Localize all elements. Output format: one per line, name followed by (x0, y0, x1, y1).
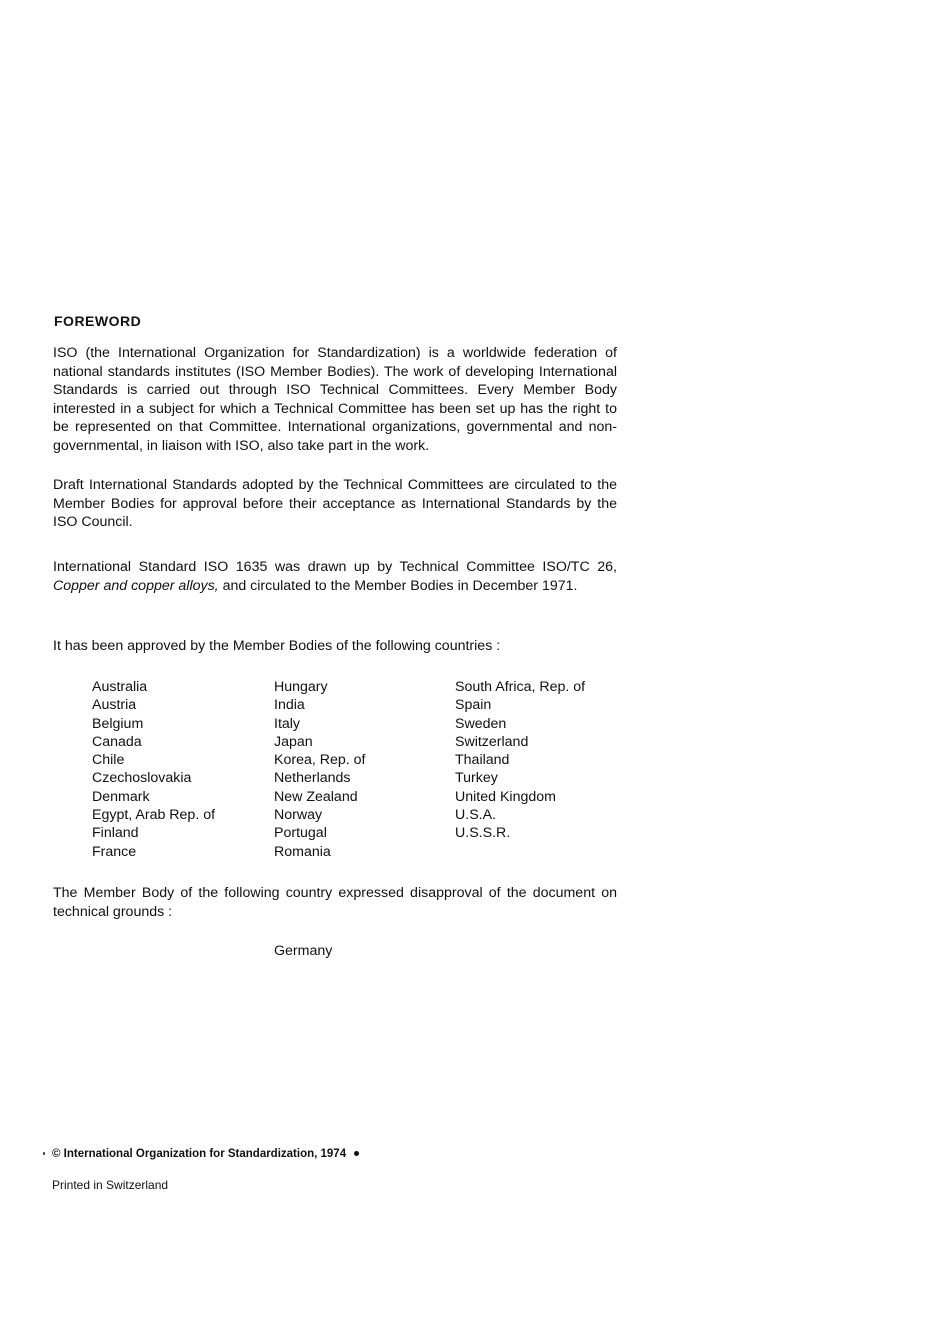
country-item: India (274, 697, 305, 714)
paragraph-3-text-end: and circulated to the Member Bodies in December 1971. (218, 577, 578, 594)
country-list-column-1 (92, 678, 215, 861)
foreword-paragraph-3 (53, 558, 617, 595)
country-item: Finland (92, 825, 139, 842)
copyright-line (52, 1148, 359, 1160)
approval-intro: It has been approved by the Member Bodies of the following countries : (53, 638, 501, 654)
country-item: Italy (274, 715, 301, 732)
foreword-heading: FOREWORD (54, 313, 142, 329)
printed-in-note: Printed in Switzerland (52, 1178, 169, 1192)
country-item: Chile (92, 752, 125, 769)
country-item: Turkey (455, 770, 498, 787)
foreword-paragraph-1: ISO (the International Organization for Standardization) is a worldwide federation of national standards institutes (ISO Member Bodies). The work of developing International Standards is carried out through ISO Technical Committees. Every Member Body interested in a subject for which a Technical Committee has been set up has the right to be represented on that Committee. International organizations, governmental and non-governmental, in liaison with ISO, also take part in the work. (53, 345, 617, 454)
country-list-column-3 (455, 678, 585, 843)
margin-mark (43, 1152, 45, 1155)
copyright-text: © International Organization for Standardization, 1974 (52, 1148, 347, 1160)
country-item: Portugal (274, 825, 327, 842)
country-item: Japan (274, 733, 313, 750)
country-item: Romania (274, 843, 331, 860)
country-item: Spain (455, 697, 492, 714)
country-item: Switzerland (455, 733, 529, 750)
country-item: Denmark (92, 788, 150, 805)
country-item: Czechoslovakia (92, 770, 192, 787)
country-item: U.S.S.R. (455, 825, 511, 842)
country-list-column-2 (274, 678, 366, 861)
country-item: Hungary (274, 679, 328, 695)
country-item: Egypt, Arab Rep. of (92, 807, 216, 824)
bullet-dot-icon (354, 1151, 359, 1156)
country-item: Netherlands (274, 770, 351, 787)
country-item: South Africa, Rep. of (455, 679, 586, 695)
country-item: Norway (274, 807, 323, 824)
country-item: New Zealand (274, 788, 358, 805)
country-item: Australia (92, 679, 148, 695)
foreword-paragraph-2: Draft International Standards adopted by the Technical Committees are circulated to the Member Bodies for approval before their acceptance as International Standards by the ISO Council. (53, 477, 617, 530)
disapproving-country: Germany (274, 943, 333, 959)
country-item: United Kingdom (455, 788, 556, 805)
country-item: Belgium (92, 715, 144, 732)
country-item: Canada (92, 733, 142, 750)
country-item: Sweden (455, 715, 507, 732)
country-item: U.S.A. (455, 807, 496, 824)
country-item: France (92, 843, 137, 860)
country-item: Austria (92, 697, 137, 714)
committee-title: Copper and copper alloys, (53, 577, 219, 594)
country-item: Thailand (455, 752, 510, 769)
paragraph-3-text-start: International Standard ISO 1635 was drawn up by Technical Committee ISO/TC 26, (53, 559, 617, 575)
disapproval-intro: The Member Body of the following country expressed disapproval of the document on technical grounds : (53, 885, 617, 920)
country-item: Korea, Rep. of (274, 752, 366, 769)
